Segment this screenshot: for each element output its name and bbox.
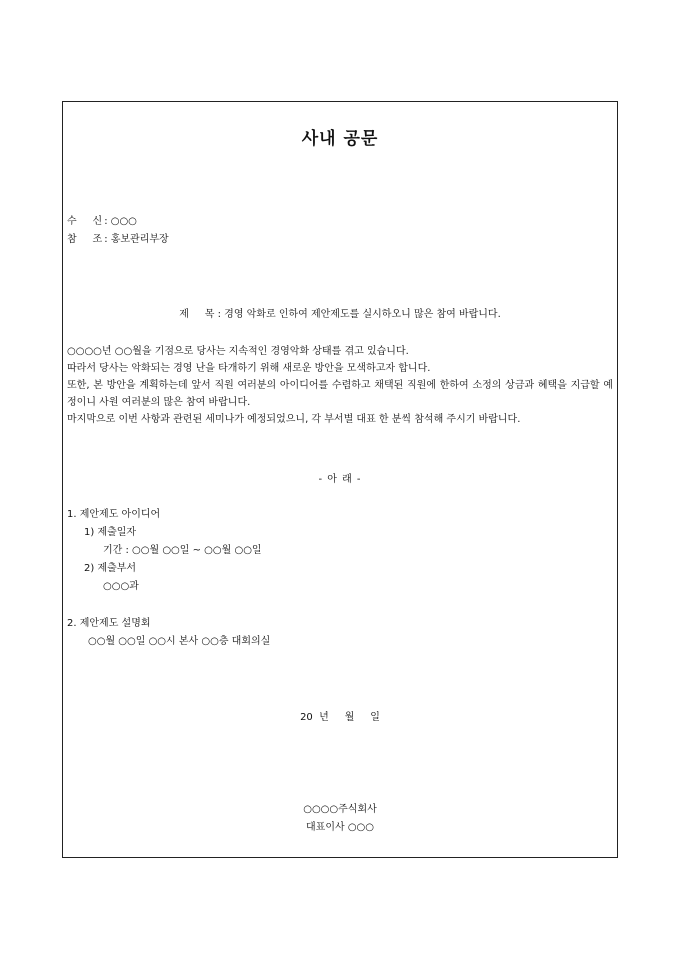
item1-sub2-title: 2) 제출부서 — [84, 563, 137, 574]
body-paragraph: ○○○○년 ○○월을 기점으로 당사는 지속적인 경영악화 상태를 겪고 있습니다. — [67, 346, 409, 357]
date-line: 20 년 월 일 — [300, 712, 380, 723]
ceo-name: 대표이사 ○○○ — [306, 822, 374, 833]
recipient-line — [67, 215, 137, 229]
body-paragraph: 마지막으로 이번 사항과 관련된 세미나가 예정되었으니, 각 부서별 대표 한 분씩 참석해 주시기 바랍니다. — [67, 414, 521, 425]
recipient-value: : ○○○ — [104, 216, 137, 227]
company-name: ○○○○주식회사 — [303, 804, 377, 815]
item2-title: 2. 제안제도 설명회 — [67, 618, 151, 629]
recipient-label: 수 신 — [67, 216, 103, 227]
item1-sub2-value: ○○○과 — [103, 581, 139, 592]
reference-line — [67, 233, 169, 247]
reference-label: 참 조 — [67, 234, 103, 245]
item1-title: 1. 제안제도 아이디어 — [67, 509, 161, 520]
body-paragraph: 따라서 당사는 악화되는 경영 난을 타개하기 위해 새로운 방안을 모색하고자 합니다. — [67, 363, 431, 374]
document-title: 사내 공문 — [301, 129, 379, 149]
reference-value: : 홍보관리부장 — [104, 234, 169, 245]
body-paragraph: 또한, 본 방안을 계획하는데 앞서 직원 여러분의 아이디어를 수렴하고 채택된 직원에 한하여 소정의 상금과 혜택을 지급할 예정이니 사원 여러분의 많은 참여 바랍니다. — [67, 380, 613, 408]
item2-value: ○○월 ○○일 ○○시 본사 ○○층 대회의실 — [88, 636, 271, 647]
subject-line: 제 목 : 경영 악화로 인하여 제안제도를 실시하오니 많은 참여 바랍니다. — [179, 309, 501, 320]
body-text — [67, 343, 613, 428]
item1-sub1-title: 1) 제출일자 — [84, 527, 137, 538]
item1-sub1-value: 기간 : ○○월 ○○일 ~ ○○월 ○○일 — [103, 545, 262, 556]
below-heading: - 아 래 - — [318, 474, 362, 485]
